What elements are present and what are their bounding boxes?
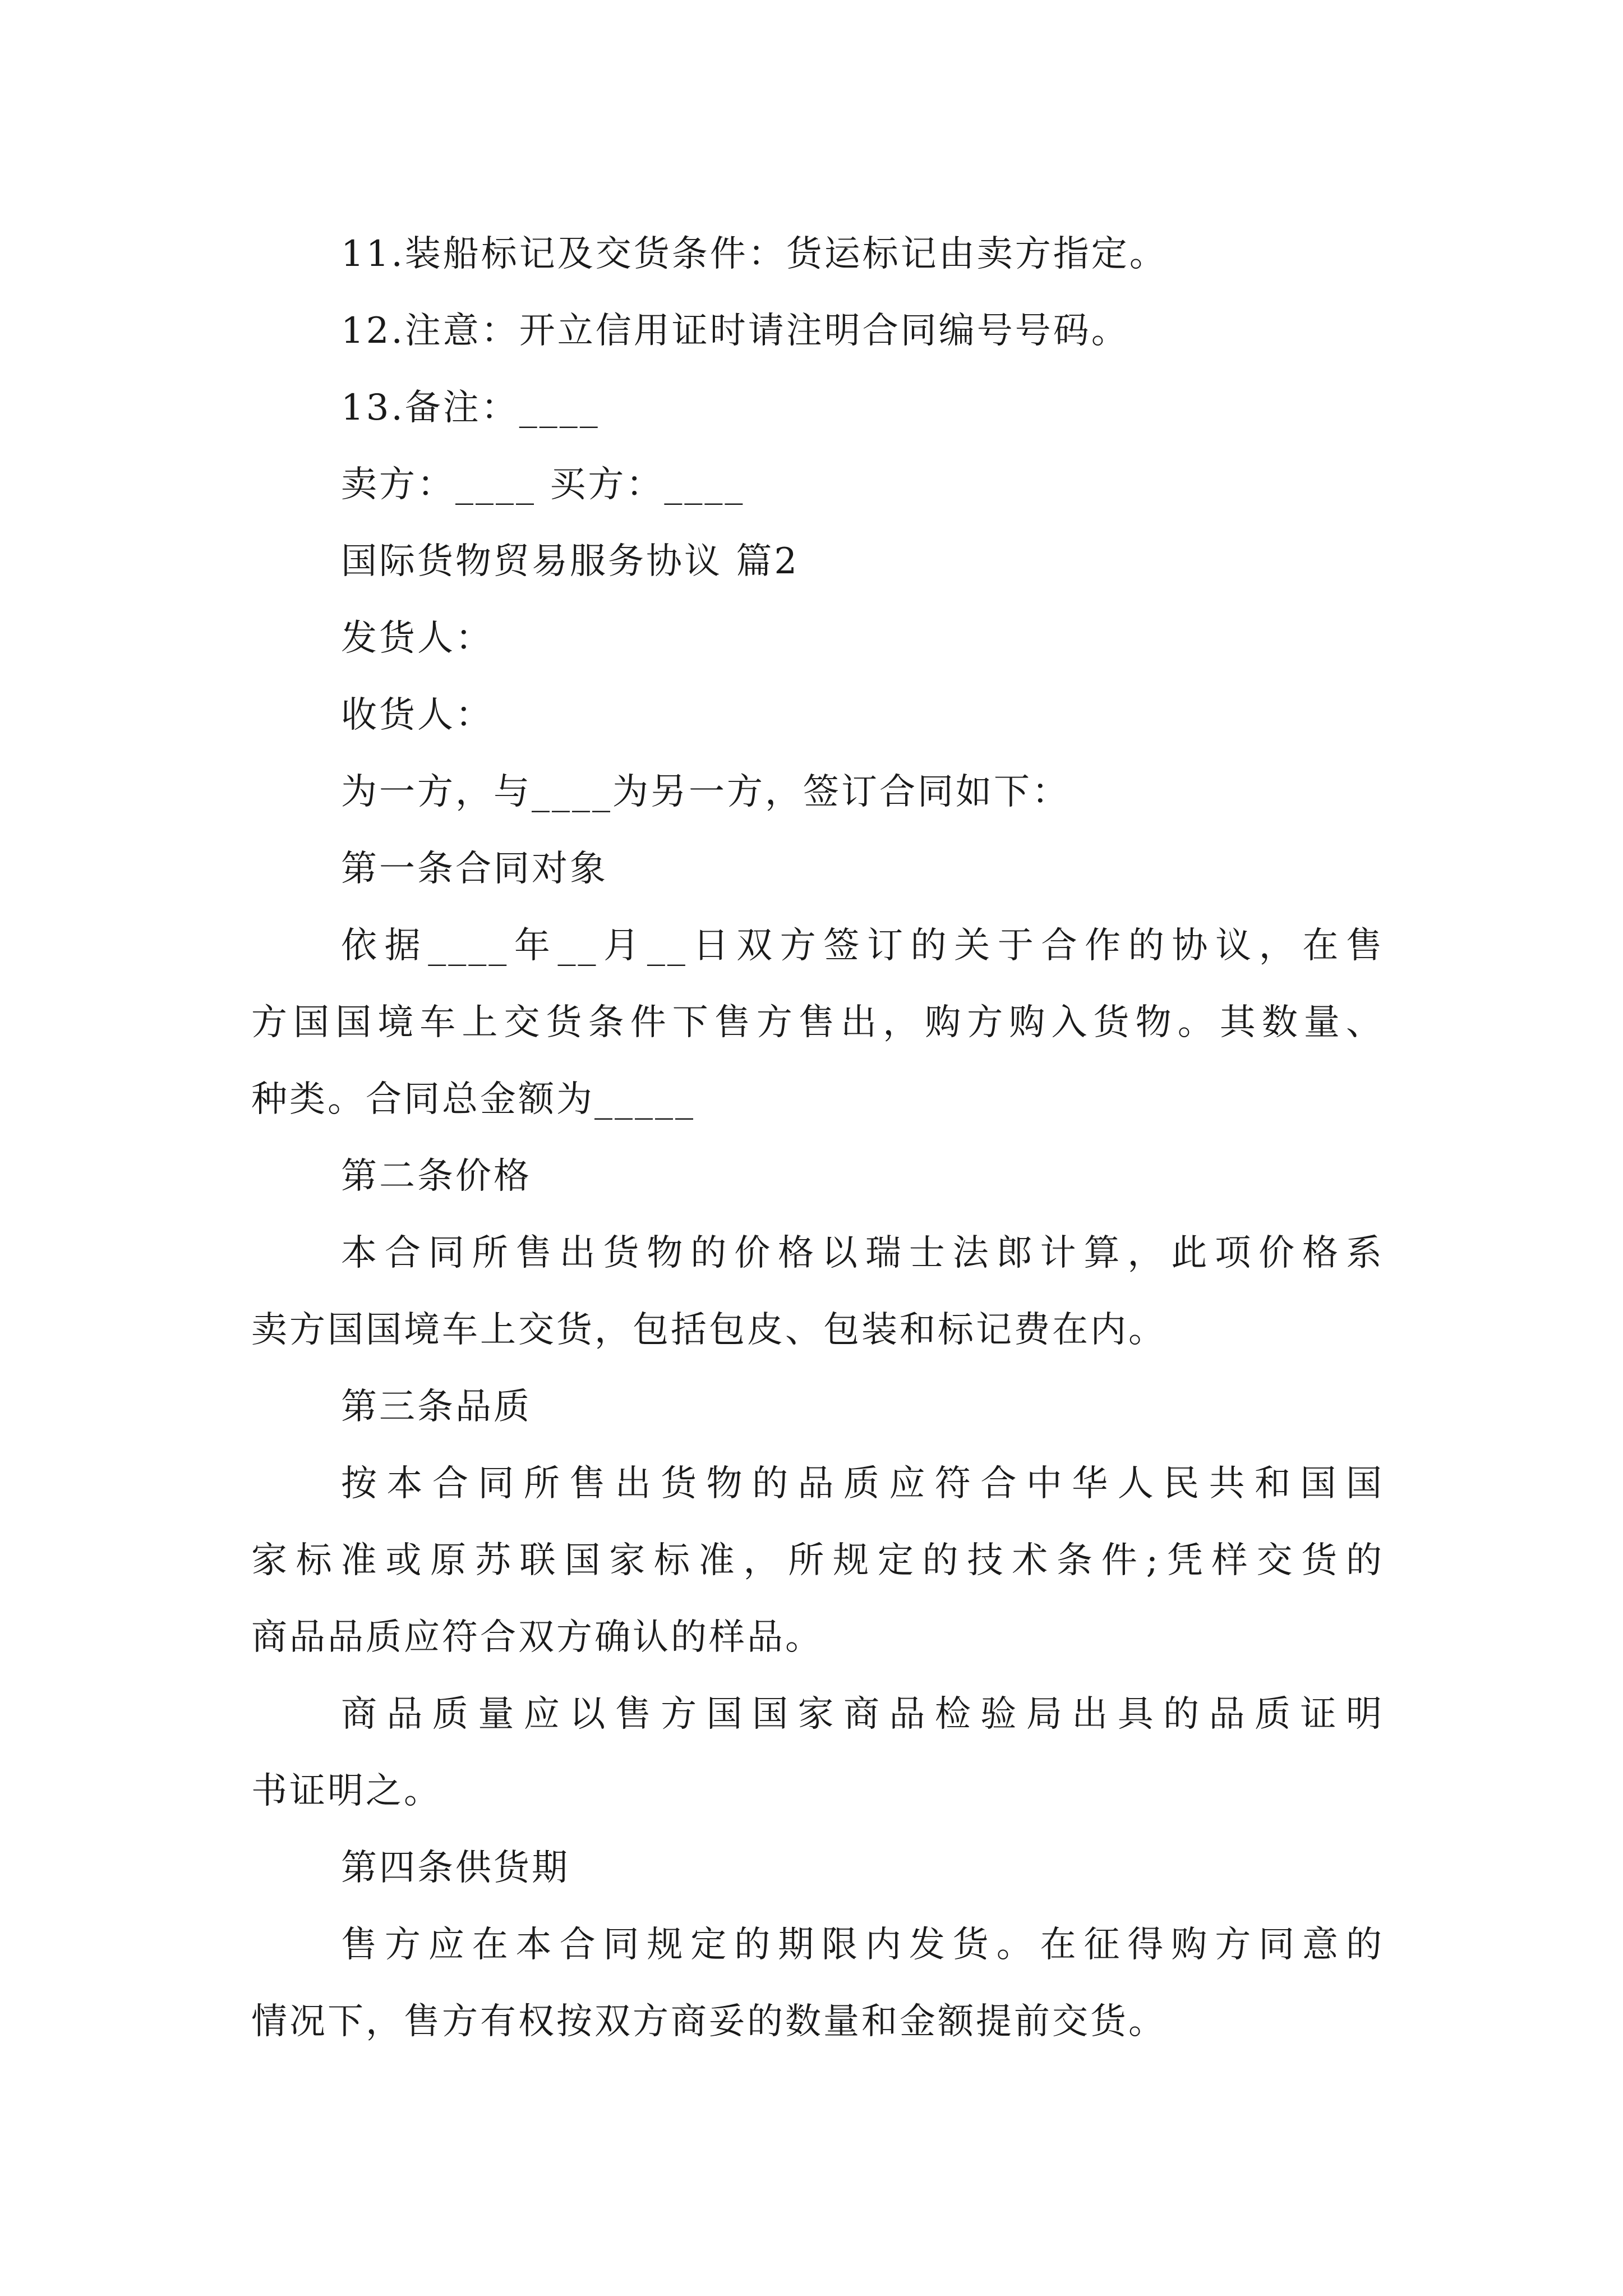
article-2-paragraph-line-2: 卖方国国境车上交货，包括包皮、包装和标记费在内。 [251,1309,1166,1351]
article-3-quality-line-1: 商品质量应以售方国国家商品检验局出具的品质证明 [341,1694,1384,1735]
clause-13-remarks: 13.备注：____ [341,387,600,429]
seller-buyer-signature-line: 卖方：____ 买方：____ [341,464,745,505]
article-4-heading: 第四条供货期 [341,1847,570,1889]
clause-11-shipping-marks: 11.装船标记及交货条件：货运标记由卖方指定。 [341,233,1168,275]
article-3-heading: 第三条品质 [341,1386,532,1428]
article-1-paragraph-line-2: 方国国境车上交货条件下售方售出，购方购入货物。其数量、 [251,1002,1384,1043]
document-body [251,216,1384,2060]
article-1-heading: 第一条合同对象 [341,848,608,890]
article-3-paragraph-line-1: 按本合同所售出货物的品质应符合中华人民共和国国 [341,1463,1384,1504]
section-heading-part-2: 国际货物贸易服务协议 篇2 [341,541,800,582]
article-2-heading: 第二条价格 [341,1156,532,1197]
article-1-paragraph-line-1: 依据____年__月__日双方签订的关于合作的协议，在售 [341,925,1384,967]
article-3-paragraph-line-3: 商品品质应符合双方确认的样品。 [251,1617,823,1658]
article-1-paragraph-line-3: 种类。合同总金额为_____ [251,1079,695,1120]
article-2-paragraph-line-1: 本合同所售出货物的价格以瑞士法郎计算，此项价格系 [341,1232,1384,1274]
parties-intro: 为一方，与____为另一方，签订合同如下： [341,771,1070,813]
consignee-label: 收货人： [341,694,494,736]
shipper-label: 发货人： [341,618,494,659]
article-3-quality-line-2: 书证明之。 [251,1770,442,1812]
clause-12-notice: 12.注意：开立信用证时请注明合同编号号码。 [341,310,1129,352]
article-4-paragraph-line-2: 情况下，售方有权按双方商妥的数量和金额提前交货。 [251,2001,1166,2042]
article-3-paragraph-line-2: 家标准或原苏联国家标准，所规定的技术条件;凭样交货的 [251,1540,1384,1581]
article-4-paragraph-line-1: 售方应在本合同规定的期限内发货。在征得购方同意的 [341,1924,1384,1966]
